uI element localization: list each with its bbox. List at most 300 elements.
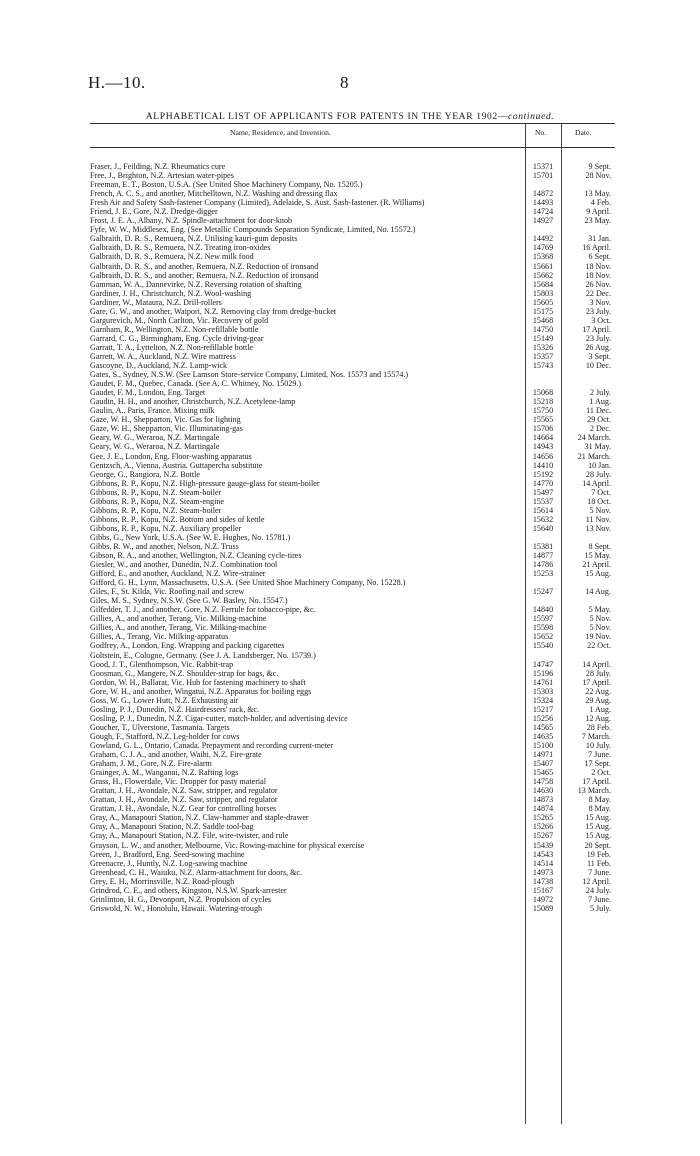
entry-name-invention: Gray, A., Manapouri Station, N.Z. Saddle tool-bag	[90, 822, 254, 832]
table-row	[90, 198, 615, 207]
entry-date: 10 July.	[585, 741, 611, 750]
entry-text	[90, 804, 525, 813]
entry-date: 11 Feb.	[587, 858, 611, 868]
table-row	[90, 678, 615, 687]
entry-number: 15598	[532, 623, 554, 633]
entry-date: 15 May.	[584, 551, 611, 561]
entry-name-invention: Greenacre, J., Huntly, N.Z. Log-sawing machine	[90, 858, 248, 868]
entry-name-invention: Gibbons, R. P., Kopu, N.Z. Steam-boiler	[90, 505, 222, 515]
table-row	[90, 506, 615, 515]
entry-number: 15267	[532, 831, 554, 841]
entry-name-invention: Garratt, T. A., Lyttelton, N.Z. Non-refillable bottle	[90, 342, 254, 352]
entry-date: 18 Nov.	[585, 261, 611, 271]
entry-number: 14635	[532, 731, 554, 741]
entry-text	[90, 777, 525, 786]
entry-number	[525, 533, 561, 542]
entry-text	[90, 533, 525, 542]
entry-number: 15100	[532, 741, 554, 750]
entry-number: 15605	[532, 297, 554, 307]
entry-number: 14492	[532, 234, 554, 244]
entry-name-invention: Gaze, W. H., Shepparton, Vic. Illuminating-gas	[90, 424, 243, 434]
entry-date: 29 Oct.	[587, 415, 611, 425]
entry-date: 14 Aug.	[585, 587, 611, 597]
entry-date: 14 April.	[582, 659, 611, 669]
entry-name-invention: Galbraith, D. R. S., and another, Remuera, N.Z. Reduction of ironsand	[90, 261, 319, 271]
entry-number: 14738	[532, 876, 554, 886]
entry-text	[90, 632, 525, 641]
table-row	[90, 234, 615, 243]
table-row	[90, 343, 615, 352]
entry-text	[90, 506, 525, 515]
entry-name-invention: Grass, H., Flowerdale, Vic. Dropper for pasty material	[90, 777, 267, 787]
column-header-name: Name, Residence, and Invention.	[230, 128, 331, 137]
entry-date	[561, 180, 615, 189]
entry-text	[90, 687, 525, 696]
entry-date: 2 Dec.	[589, 424, 611, 434]
entry-number: 14943	[532, 442, 554, 452]
entry-text	[90, 669, 525, 678]
entry-name-invention: Fresh Air and Safety Sash-fastener Company (Limited), Adelaide, S. Aust. Sash-fastener. (R. Williams)	[90, 198, 425, 208]
entry-name-invention: Graham, C. J. A., and another, Waihi, N.Z. Fire-grate	[90, 750, 262, 760]
entry-number: 14565	[532, 722, 554, 732]
entry-text	[90, 795, 525, 804]
entry-name-invention: Friend, J. E., Gore, N.Z. Dredge-digger	[90, 207, 218, 217]
entry-date: 26 Nov.	[585, 279, 611, 289]
entry-text	[90, 569, 525, 578]
entry-number: 14874	[532, 804, 554, 814]
entry-date: 18 Nov.	[585, 270, 611, 280]
entry-number: 15326	[532, 342, 554, 352]
entry-date: 28 July.	[585, 469, 611, 479]
table-row	[90, 433, 615, 442]
entry-number: 14664	[532, 433, 554, 443]
entry-name-invention: Gibbons, R. P., Kopu, N.Z. Steam-boiler	[90, 487, 222, 497]
entry-number: 15303	[532, 686, 554, 696]
entry-date: 24 March.	[577, 433, 611, 443]
entry-text	[90, 207, 525, 216]
table-row	[90, 669, 615, 678]
entry-name-invention: Giesler, W., and another, Dunedin, N.Z. Combination tool	[90, 560, 278, 570]
table-row	[90, 524, 615, 533]
entry-date	[561, 651, 615, 660]
entry-name-invention: Gaudet, F. M., London, Eng. Target	[90, 388, 206, 398]
entry-text	[90, 442, 525, 451]
entry-number: 15368	[532, 252, 554, 262]
entry-text	[90, 234, 525, 243]
entry-number: 15701	[532, 171, 554, 181]
entry-text	[90, 271, 525, 280]
entry-number: 15652	[532, 632, 554, 642]
table-row	[90, 768, 615, 777]
applicants-table-body	[90, 162, 615, 913]
entry-date: 5 Nov.	[589, 623, 611, 633]
entry-date: 8 Sept.	[588, 541, 611, 551]
entry-name-invention: Gare, G. W., and another, Waipori, N.Z. Removing clay from dredge-bucket	[90, 306, 337, 316]
entry-text	[90, 750, 525, 759]
entry-text	[90, 705, 525, 714]
entry-date: 5 Nov.	[589, 505, 611, 515]
entry-name-invention: Griswold, N. W., Honolulu, Hawaii. Watering-trough	[90, 903, 263, 913]
table-row	[90, 904, 615, 913]
entry-name-invention: Gibson, R. A., and another, Wellington, N.Z. Cleaning cycle-tires	[90, 551, 302, 561]
entry-text	[90, 623, 525, 632]
entry-number: 14872	[532, 189, 554, 199]
entry-date: 12 April.	[582, 876, 611, 886]
entry-date	[561, 225, 615, 234]
entry-number	[525, 225, 561, 234]
entry-number: 15253	[532, 569, 554, 579]
page-title	[0, 111, 700, 122]
entry-text	[90, 850, 525, 859]
table-row	[90, 452, 615, 461]
table-row	[90, 623, 615, 632]
table-row	[90, 605, 615, 614]
entry-date: 28 July.	[585, 668, 611, 678]
entry-name-invention: Galbraith, D. R. S., and another, Remuera, N.Z. Reduction of ironsand	[90, 270, 319, 280]
entry-text	[90, 660, 525, 669]
entry-name-invention: Frost, J. E. A., Albany, N.Z. Spindle-attachment for door-knob	[90, 216, 293, 226]
entry-number: 15089	[532, 903, 554, 913]
entry-name-invention: Freeman, E. T., Boston, U.S.A. (See United Shoe Machinery Company, No. 15205.)	[90, 180, 363, 190]
entry-number: 15537	[532, 496, 554, 506]
entry-name-invention: Gilfedder, T. J., and another, Gore, N.Z. Ferrule for tobacco-pipe, &c.	[90, 605, 316, 615]
entry-number: 15803	[532, 288, 554, 298]
entry-name-invention: Gaudet, F. M., Quebec, Canada. (See A. C. Whitney, No. 15029.)	[90, 379, 302, 389]
entry-number: 15743	[532, 361, 554, 371]
entry-date: 20 Sept.	[584, 840, 611, 850]
entry-text	[90, 243, 525, 252]
entry-text	[90, 651, 525, 660]
entry-text	[90, 614, 525, 623]
entry-number: 15684	[532, 279, 554, 289]
table-row	[90, 352, 615, 361]
entry-text	[90, 605, 525, 614]
table-row	[90, 388, 615, 397]
table-row	[90, 895, 615, 904]
entry-text	[90, 497, 525, 506]
entry-date: 11 Nov.	[585, 514, 611, 524]
entry-number	[525, 379, 561, 388]
entry-text	[90, 388, 525, 397]
entry-date: 29 Aug.	[585, 695, 611, 705]
table-row	[90, 162, 615, 171]
entry-date: 5 July.	[589, 903, 611, 913]
table-row	[90, 750, 615, 759]
entry-text	[90, 641, 525, 650]
entry-text	[90, 904, 525, 913]
table-row	[90, 777, 615, 786]
table-row	[90, 325, 615, 334]
entry-date: 3 Oct.	[591, 315, 611, 325]
table-row	[90, 596, 615, 605]
table-row	[90, 560, 615, 569]
entry-number: 15661	[532, 261, 554, 271]
entry-name-invention: Gifford, E., and another, Auckland, N.Z. Wire-strainer	[90, 569, 266, 579]
entry-number	[525, 651, 561, 660]
entry-name-invention: Garrard, C. G., Birmingham, Eng. Cycle driving-gear	[90, 333, 264, 343]
entry-date: 7 Oct.	[591, 487, 611, 497]
entry-text	[90, 723, 525, 732]
table-row	[90, 714, 615, 723]
entry-name-invention: Gillies, A., and another, Terang, Vic. Milking-machine	[90, 623, 267, 633]
entry-number: 15192	[532, 469, 554, 479]
entry-text	[90, 578, 525, 587]
entry-text	[90, 524, 525, 533]
entry-date: 11 Dec.	[586, 406, 611, 416]
entry-text	[90, 334, 525, 343]
entry-date: 7 June.	[588, 894, 611, 904]
entry-number: 14514	[532, 858, 554, 868]
entry-date: 4 Feb.	[590, 198, 611, 208]
table-row	[90, 732, 615, 741]
header-rule-bottom	[90, 147, 615, 148]
entry-date: 6 Sept.	[588, 252, 611, 262]
entry-number: 14630	[532, 786, 554, 796]
table-row	[90, 189, 615, 198]
entry-name-invention: Fyfe, W. W., Middlesex, Eng. (See Metallic Compounds Separation Syndicate, Limited, No. 15572.)	[90, 225, 416, 235]
entry-name-invention: Gaulin, A., Paris, France. Mixing milk	[90, 406, 215, 416]
entry-name-invention: Free, J., Brighton, N.Z. Artesian water-pipes	[90, 171, 234, 181]
entry-name-invention: Grattan, J. H., Avondale, N.Z. Gear for controlling horses	[90, 804, 277, 814]
table-row	[90, 334, 615, 343]
entry-date: 31 May.	[584, 442, 611, 452]
table-row	[90, 651, 615, 660]
entry-number: 14761	[532, 677, 554, 687]
entry-text	[90, 162, 525, 171]
entry-date: 23 July.	[585, 333, 611, 343]
entry-text	[90, 325, 525, 334]
entry-date: 23 July.	[585, 306, 611, 316]
entry-text	[90, 841, 525, 850]
table-row	[90, 252, 615, 261]
entry-name-invention: Gibbons, R. P., Kopu, N.Z. High-pressure gauge-glass for steam-boiler	[90, 478, 320, 488]
entry-text	[90, 886, 525, 895]
entry-date: 15 Aug.	[585, 822, 611, 832]
table-row	[90, 424, 615, 433]
table-row	[90, 225, 615, 234]
entry-name-invention: Garnham, R., Wellington, N.Z. Non-refillable bottle	[90, 324, 259, 334]
entry-number: 14410	[532, 460, 554, 470]
entry-text	[90, 262, 525, 271]
table-row	[90, 551, 615, 560]
entry-number: 15167	[532, 885, 554, 895]
entry-number: 14656	[532, 451, 554, 461]
entry-name-invention: George, G., Rangiora, N.Z. Bottle	[90, 469, 200, 479]
entry-text	[90, 198, 525, 207]
entry-date	[561, 578, 615, 587]
entry-number: 15266	[532, 822, 554, 832]
applicants-table	[90, 162, 615, 913]
table-row	[90, 497, 615, 506]
entry-number: 15640	[532, 523, 554, 533]
table-row	[90, 687, 615, 696]
table-row	[90, 406, 615, 415]
entry-number	[525, 370, 561, 379]
entry-text	[90, 289, 525, 298]
entry-number: 15597	[532, 614, 554, 624]
entry-text	[90, 307, 525, 316]
entry-date: 1 Aug.	[589, 704, 611, 714]
entry-number: 15324	[532, 695, 554, 705]
entry-number: 15357	[532, 351, 554, 361]
entry-text	[90, 831, 525, 840]
entry-text	[90, 461, 525, 470]
entry-name-invention: Gaudin, H. H., and another, Christchurch, N.Z. Acetylene-lamp	[90, 397, 296, 407]
entry-name-invention: Gibbs, R. W., and another, Nelson, N.Z. Truss	[90, 541, 239, 551]
entry-name-invention: Gifford, G. H., Lynn, Massachusetts, U.S.A. (See United Shoe Machinery Company, No. 15228.)	[90, 578, 406, 588]
entry-name-invention: Greenhead, C. H., Waiuku, N.Z. Alarm-attachment for doors, &c.	[90, 867, 303, 877]
entry-text	[90, 895, 525, 904]
entry-text	[90, 397, 525, 406]
entry-text	[90, 424, 525, 433]
entry-date: 28 Nov.	[585, 171, 611, 181]
entry-date: 10 Jan.	[588, 460, 611, 470]
page-number: 8	[340, 73, 349, 92]
entry-date: 7 March.	[581, 731, 611, 741]
entry-text	[90, 379, 525, 388]
entry-name-invention: Gosling, P. J., Dunedin, N.Z. Cigar-cutter, match-holder, and advertising device	[90, 713, 348, 723]
entry-date: 5 Nov.	[589, 614, 611, 624]
entry-date: 9 April.	[586, 207, 611, 217]
entry-number: 14786	[532, 560, 554, 570]
entry-text	[90, 587, 525, 596]
table-row	[90, 886, 615, 895]
entry-date: 17 Sept.	[584, 759, 611, 769]
entry-name-invention: Gaze, W. H., Shepparton, Vic. Gas for lighting	[90, 415, 241, 425]
title-continued: continued.	[507, 111, 555, 122]
entry-text	[90, 180, 525, 189]
entry-number: 14972	[532, 894, 554, 904]
entry-text	[90, 696, 525, 705]
entry-name-invention: Galbraith, D. R. S., Remuera, N.Z. Treating iron-oxides	[90, 243, 271, 253]
entry-date: 15 Aug.	[585, 813, 611, 823]
entry-number: 15218	[532, 397, 554, 407]
entry-text	[90, 714, 525, 723]
entry-number: 15662	[532, 270, 554, 280]
table-row	[90, 216, 615, 225]
table-row	[90, 741, 615, 750]
entry-date: 22 Oct.	[587, 641, 611, 651]
entry-date	[561, 596, 615, 605]
entry-name-invention: Grayson, L. W., and another, Melbourne, Vic. Rowing-machine for physical exercise	[90, 840, 365, 850]
entry-name-invention: Grindrod, C. E., and others, Kingston, N.S.W. Spark-arrester	[90, 885, 287, 895]
entry-date: 26 Aug.	[585, 342, 611, 352]
entry-text	[90, 216, 525, 225]
entry-number: 15497	[532, 487, 554, 497]
entry-name-invention: Goss, W. G., Lower Hutt, N.Z. Exhausting air	[90, 695, 239, 705]
entry-date: 1 Aug.	[589, 397, 611, 407]
table-row	[90, 461, 615, 470]
table-row	[90, 859, 615, 868]
entry-date: 13 May.	[584, 189, 611, 199]
entry-text	[90, 786, 525, 795]
entry-date: 14 April.	[582, 478, 611, 488]
entry-text	[90, 452, 525, 461]
entry-date	[561, 533, 615, 542]
entry-text	[90, 479, 525, 488]
entry-text	[90, 732, 525, 741]
table-row	[90, 569, 615, 578]
table-row	[90, 641, 615, 650]
entry-number	[525, 596, 561, 605]
entry-number: 14927	[532, 216, 554, 226]
entry-name-invention: Grinlinton, H. G., Devonport, N.Z. Propulsion of cycles	[90, 894, 272, 904]
entry-name-invention: Gamman, W. A., Dannevirke, N.Z. Reversing rotation of shafting	[90, 279, 302, 289]
entry-number: 15068	[532, 388, 554, 398]
entry-name-invention: Grey, E. H., Morrinsville, N.Z. Road-plough	[90, 876, 235, 886]
entry-date: 22 Dec.	[585, 288, 611, 298]
entry-date: 2 Oct.	[591, 768, 611, 778]
entry-date: 12 Aug.	[585, 713, 611, 723]
entry-date: 19 Nov.	[585, 632, 611, 642]
table-row	[90, 280, 615, 289]
entry-name-invention: Gore, W. H., and another, Wingatui, N.Z. Apparatus for boiling eggs	[90, 686, 312, 696]
table-row	[90, 488, 615, 497]
entry-name-invention: Goucher, T., Ulverstone, Tasmania. Targets	[90, 722, 230, 732]
entry-number: 15540	[532, 641, 554, 651]
table-row	[90, 470, 615, 479]
header-rule-top	[90, 123, 615, 124]
table-row	[90, 397, 615, 406]
entry-name-invention: Gascoyne, D., Auckland, N.Z. Lamp-wick	[90, 361, 228, 371]
table-row	[90, 442, 615, 451]
entry-name-invention: Geary, W. G., Weraroa, N.Z. Martingale	[90, 433, 220, 443]
entry-number: 14973	[532, 867, 554, 877]
entry-name-invention: Graham, J. M., Gore, N.Z. Fire-alarm	[90, 759, 212, 769]
table-row	[90, 533, 615, 542]
entry-text	[90, 433, 525, 442]
entry-text	[90, 370, 525, 379]
entry-name-invention: Gordon, W. H., Ballarat, Vic. Hub for fastening machinery to shaft	[90, 677, 306, 687]
entry-number: 15632	[532, 514, 554, 524]
entry-date: 17 April.	[582, 677, 611, 687]
entry-text	[90, 741, 525, 750]
entry-name-invention: Gray, A., Manapouri Station, N.Z. File, wire-twister, and rule	[90, 831, 289, 841]
entry-date: 8 May.	[588, 795, 611, 805]
entry-date: 19 Feb.	[586, 849, 611, 859]
entry-date: 3 Sept.	[588, 351, 611, 361]
entry-date: 17 April.	[582, 324, 611, 334]
entry-date: 9 Sept.	[588, 162, 611, 171]
entry-name-invention: Grattan, J. H., Avondale, N.Z. Saw, stripper, and regulator	[90, 786, 278, 796]
table-row	[90, 207, 615, 216]
entry-name-invention: Gillies, A., and another, Terang, Vic. Milking-machine	[90, 614, 267, 624]
column-header-date: Date.	[575, 128, 592, 137]
table-row	[90, 587, 615, 596]
entry-number: 14724	[532, 207, 554, 217]
entry-text	[90, 470, 525, 479]
entry-name-invention: Gee, J. E., London, Eng. Floor-washing apparatus	[90, 451, 252, 461]
entry-date: 22 Aug.	[585, 686, 611, 696]
entry-number	[525, 578, 561, 587]
entry-name-invention: Gowland, G. L., Ontario, Canada. Prepayment and recording current-meter	[90, 741, 334, 750]
entry-text	[90, 877, 525, 886]
entry-text	[90, 822, 525, 831]
entry-date: 7 June.	[588, 867, 611, 877]
entry-date: 7 June.	[588, 750, 611, 760]
entry-name-invention: French, A. C. S., and another, Mitchelltown, N.Z. Washing and dressing flax	[90, 189, 338, 199]
table-row	[90, 795, 615, 804]
entry-text	[90, 759, 525, 768]
table-row	[90, 632, 615, 641]
entry-name-invention: Gentzsch, A., Vienna, Austria. Guttapercha substitute	[90, 460, 263, 470]
table-row	[90, 723, 615, 732]
entry-number: 15565	[532, 415, 554, 425]
table-row	[90, 813, 615, 822]
entry-number: 14873	[532, 795, 554, 805]
entry-date: 24 July.	[585, 885, 611, 895]
entry-date: 13 Nov.	[585, 523, 611, 533]
